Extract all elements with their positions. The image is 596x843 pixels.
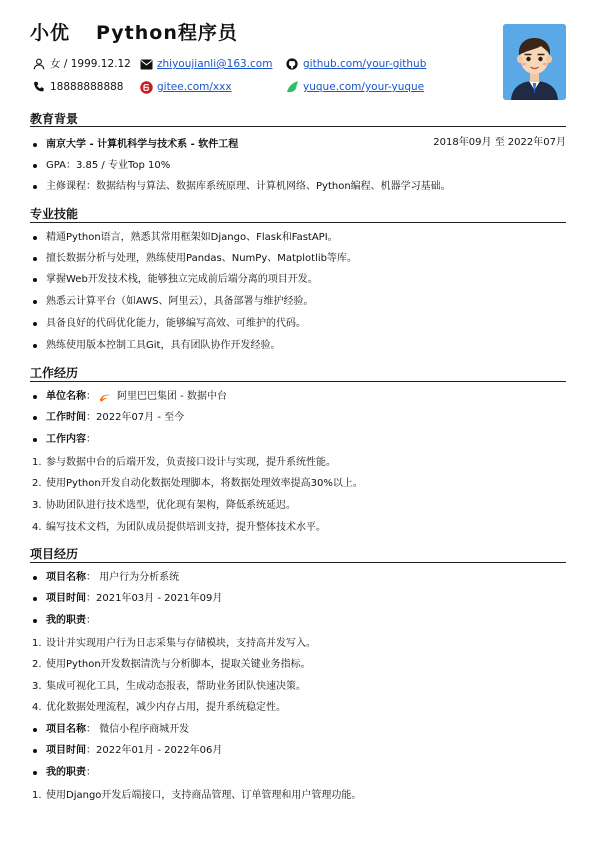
education-school: 南京大学 - 计算机科学与技术系 - 软件工程 bbox=[32, 138, 238, 152]
gitee-link[interactable]: gitee.com/xxx bbox=[157, 81, 232, 93]
skill-item: 熟悉云计算平台（如AWS、阿里云），具备部署与维护经验。 bbox=[32, 295, 314, 309]
bullet bbox=[33, 619, 37, 623]
work-item: 3. 协助团队进行技术选型，优化现有架构，降低系统延迟。 bbox=[32, 500, 296, 511]
bullet bbox=[33, 300, 37, 304]
section-divider bbox=[30, 126, 566, 127]
work-item: 2. 使用Python开发自动化数据处理脚本，将数据处理效率提高30%以上。 bbox=[32, 478, 363, 489]
bullet bbox=[33, 322, 37, 326]
bullet bbox=[33, 143, 37, 147]
bullet bbox=[33, 438, 37, 442]
work-content-label: 工作内容 ： bbox=[32, 433, 96, 447]
gitee-icon bbox=[139, 80, 153, 94]
skill-item: 精通Python语言，熟悉其常用框架如Django、Flask和FastAPI。 bbox=[32, 231, 338, 245]
phone-contact: 18888888888 bbox=[32, 80, 124, 94]
phone-icon bbox=[32, 80, 46, 94]
yuque-icon bbox=[285, 80, 299, 94]
project-time: 项目时间 ： 2021年03月 - 2021年09月 bbox=[32, 592, 222, 606]
bullet bbox=[33, 597, 37, 601]
bullet bbox=[33, 164, 37, 168]
github-link[interactable]: github.com/your-github bbox=[303, 58, 427, 70]
section-title-skills: 专业技能 bbox=[30, 207, 79, 221]
bullet bbox=[33, 771, 37, 775]
bullet bbox=[33, 576, 37, 580]
project-duty-label: 我的职责 ： bbox=[32, 766, 96, 780]
section-divider bbox=[30, 381, 566, 382]
section-divider bbox=[30, 562, 566, 563]
bullet bbox=[33, 416, 37, 420]
project-name: 项目名称 ： 用户行为分析系统 bbox=[32, 571, 179, 585]
work-company: 单位名称 ： 阿里巴巴集团 - 数据中台 bbox=[32, 390, 227, 404]
skill-item: 具备良好的代码优化能力，能够编写高效、可维护的代码。 bbox=[32, 317, 306, 331]
work-time: 工作时间 ： 2022年07月 - 至今 bbox=[32, 411, 184, 425]
project-name: 项目名称 ： 微信小程序商城开发 bbox=[32, 723, 189, 737]
avatar bbox=[503, 24, 566, 100]
candidate-name: 小优 bbox=[30, 22, 71, 44]
job-title: Python程序员 bbox=[96, 22, 238, 44]
bullet bbox=[33, 749, 37, 753]
bullet bbox=[33, 344, 37, 348]
skill-item: 擅长数据分析与处理，熟练使用Pandas、NumPy、Matplotlib等库。 bbox=[32, 252, 357, 266]
project-time: 项目时间 ： 2022年01月 - 2022年06月 bbox=[32, 744, 222, 758]
page-title bbox=[30, 18, 238, 45]
education-courses: 主修课程：数据结构与算法、数据库系统原理、计算机网络、Python编程、机器学习基础。 bbox=[32, 180, 451, 194]
yuque-link[interactable]: yuque.com/your-yuque bbox=[303, 81, 425, 93]
yuque-contact[interactable] bbox=[285, 80, 424, 94]
user-icon bbox=[32, 57, 46, 71]
project-duty-item: 3. 集成可视化工具，生成动态报表，帮助业务团队快速决策。 bbox=[32, 681, 306, 692]
project-duty-label: 我的职责 ： bbox=[32, 614, 96, 628]
bullet bbox=[33, 236, 37, 240]
work-item: 1. 参与数据中台的后端开发，负责接口设计与实现，提升系统性能。 bbox=[32, 457, 336, 468]
email-contact[interactable] bbox=[139, 57, 272, 71]
project-duty-item: 4. 优化数据处理流程，减少内存占用，提升系统稳定性。 bbox=[32, 702, 286, 713]
project-duty-item: 1. 设计并实现用户行为日志采集与存储模块，支持高并发写入。 bbox=[32, 638, 316, 649]
email-link[interactable]: zhiyoujianli@163.com bbox=[157, 58, 273, 70]
work-item: 4. 编写技术文档，为团队成员提供培训支持，提升整体技术水平。 bbox=[32, 522, 326, 533]
gender-birth: 女 / 1999.12.12 bbox=[32, 57, 131, 71]
github-icon bbox=[285, 57, 299, 71]
bullet bbox=[33, 257, 37, 261]
education-gpa: GPA：3.85 / 专业Top 10% bbox=[32, 159, 170, 173]
bullet bbox=[33, 395, 37, 399]
project-duty-item: 2. 使用Python开发数据清洗与分析脚本，提取关键业务指标。 bbox=[32, 659, 311, 670]
bullet bbox=[33, 728, 37, 732]
section-divider bbox=[30, 222, 566, 223]
alibaba-logo-icon bbox=[99, 393, 112, 402]
education-date: 2018年09月 至 2022年07月 bbox=[433, 137, 566, 148]
section-title-education: 教育背景 bbox=[30, 112, 79, 126]
section-title-work: 工作经历 bbox=[30, 366, 79, 380]
bullet bbox=[33, 185, 37, 189]
skill-item: 熟练使用版本控制工具Git，具有团队协作开发经验。 bbox=[32, 339, 280, 353]
bullet bbox=[33, 278, 37, 282]
github-contact[interactable] bbox=[285, 57, 426, 71]
gitee-contact[interactable] bbox=[139, 80, 232, 94]
skill-item: 掌握Web开发技术栈，能够独立完成前后端分离的项目开发。 bbox=[32, 273, 318, 287]
section-title-projects: 项目经历 bbox=[30, 547, 79, 561]
mail-icon bbox=[139, 57, 153, 71]
project-duty-item: 1. 使用Django开发后端接口，支持商品管理、订单管理和用户管理功能。 bbox=[32, 790, 362, 801]
